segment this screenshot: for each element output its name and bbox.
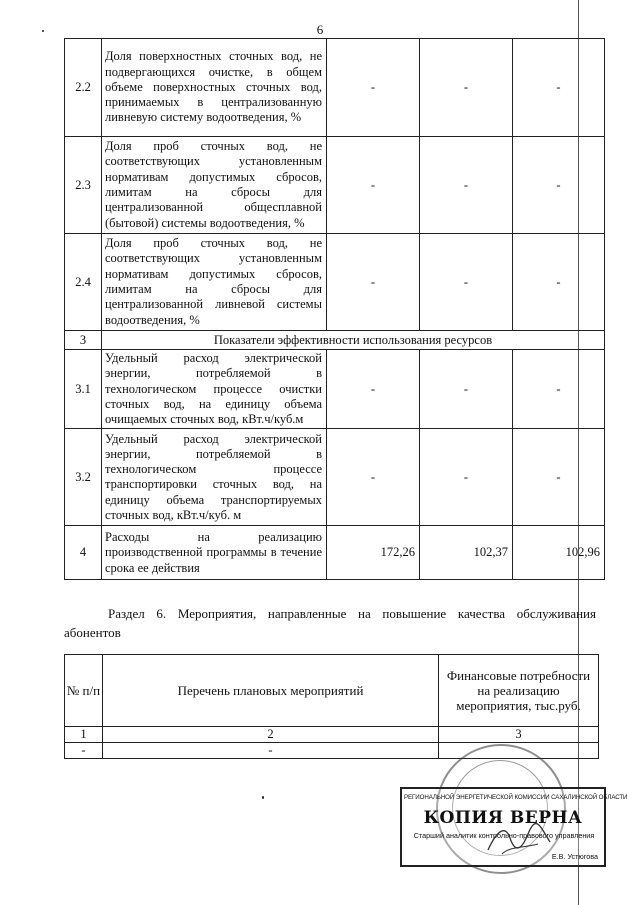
value-cell: - xyxy=(420,39,513,137)
table-row xyxy=(65,350,605,429)
column-index: 1 xyxy=(65,727,103,743)
column-index: 3 xyxy=(439,727,599,743)
table-header-row xyxy=(65,655,599,727)
table-row xyxy=(65,137,605,234)
indicator-description: Расходы на реализацию производственной программы в течение срока ее действия xyxy=(102,526,327,580)
row-number: 4 xyxy=(65,526,102,580)
indicator-description: Доля поверхностных сточных вод, не подвергающихся очистке, в общем объеме поверхностных сточных вод, принимаемых в централизованную ливневую систему водоотведения, % xyxy=(102,39,327,137)
value-cell: - xyxy=(513,39,605,137)
page-number: 6 xyxy=(316,22,324,37)
signature xyxy=(480,820,560,860)
column-index: 2 xyxy=(103,727,439,743)
events-table xyxy=(64,654,599,759)
value-cell: - xyxy=(327,137,420,234)
scan-dot xyxy=(262,796,264,799)
table-row xyxy=(65,331,605,350)
row-number: 2.4 xyxy=(65,234,102,331)
value-cell: 172,26 xyxy=(327,526,420,580)
stamp-name: Е.В. Устюгова xyxy=(551,852,598,861)
row-number: 3.1 xyxy=(65,350,102,429)
scan-dot xyxy=(42,30,44,32)
indicator-description: Удельный расход электрической энергии, потребляемой в технологическом процессе очистки сточных вод, на единицу объема очищаемых сточных вод, кВт.ч/куб.м xyxy=(102,350,327,429)
table-row xyxy=(65,526,605,580)
value-cell: - xyxy=(327,429,420,526)
table-row xyxy=(65,429,605,526)
column-header: Перечень плановых мероприятий xyxy=(103,655,439,727)
table-cell: - xyxy=(65,743,103,759)
indicator-description: Доля проб сточных вод, не соответствующих установленным нормативам допустимых сбросов, лимитам на сбросы для централизованной общесплавной (бытовой) системы водоотведения, % xyxy=(102,137,327,234)
section-title: Показатели эффективности использования ресурсов xyxy=(102,331,605,350)
value-cell: - xyxy=(327,350,420,429)
table-cell: - xyxy=(103,743,439,759)
indicator-description: Доля проб сточных вод, не соответствующих установленным нормативам допустимых сбросов, лимитам на сбросы для централизованной ливневой системы водоотведения, % xyxy=(102,234,327,331)
value-cell: - xyxy=(513,350,605,429)
column-header: Финансовые потребности на реализацию мероприятия, тыс.руб. xyxy=(439,655,599,727)
value-cell: - xyxy=(513,137,605,234)
row-number: 3.2 xyxy=(65,429,102,526)
value-cell: - xyxy=(420,137,513,234)
table-row xyxy=(65,234,605,331)
value-cell: - xyxy=(420,234,513,331)
table-row xyxy=(65,727,599,743)
value-cell: - xyxy=(420,350,513,429)
indicators-table xyxy=(64,38,605,580)
stamp-position: Старший аналитик контрольно-правового управления xyxy=(413,831,595,840)
value-cell: 102,96 xyxy=(513,526,605,580)
row-number: 2.3 xyxy=(65,137,102,234)
stamp-organization: РЕГИОНАЛЬНОЙ ЭНЕРГЕТИЧЕСКОЙ КОМИССИИ САХАЛИНСКОЙ ОБЛАСТИ xyxy=(404,794,628,801)
column-header: № п/п xyxy=(65,655,103,727)
value-cell: - xyxy=(513,429,605,526)
row-number: 3 xyxy=(65,331,102,350)
section-heading: Раздел 6. Мероприятия, направленные на повышение качества обслуживания абонентов xyxy=(64,606,596,640)
stamp-copy-label: КОПИЯ ВЕРНА xyxy=(423,808,583,828)
value-cell: - xyxy=(420,429,513,526)
value-cell: 102,37 xyxy=(420,526,513,580)
table-row xyxy=(65,39,605,137)
row-number: 2.2 xyxy=(65,39,102,137)
indicator-description: Удельный расход электрической энергии, потребляемой в технологическом процессе транспортировки сточных вод, на единицу объема транспортируемых сточных вод, кВт.ч/куб. м xyxy=(102,429,327,526)
value-cell: - xyxy=(513,234,605,331)
value-cell: - xyxy=(327,234,420,331)
value-cell: - xyxy=(327,39,420,137)
